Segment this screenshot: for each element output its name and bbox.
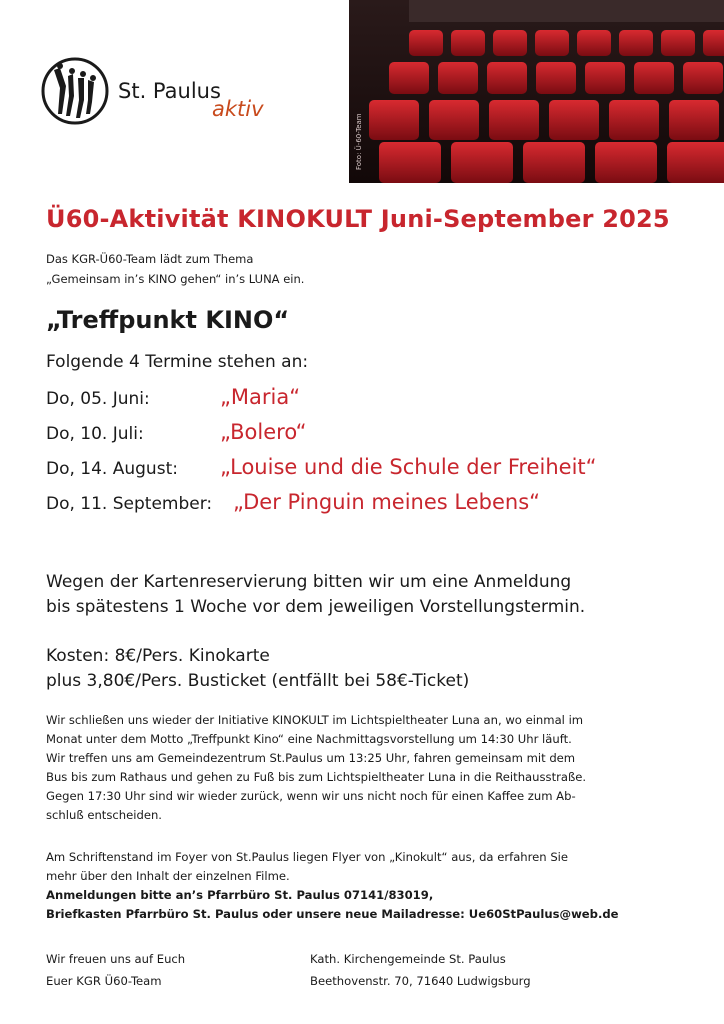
screening-film: „Maria“ <box>220 385 301 409</box>
cinema-seat <box>429 100 479 140</box>
description-line: Monat unter dem Motto „Treffpunkt Kino“ eine Nachmittagsvorstellung um 14:30 Uhr läuft. <box>46 732 572 746</box>
footer-team: Euer KGR Ü60-Team <box>46 974 162 988</box>
cinema-seat <box>595 142 657 183</box>
cinema-seat <box>389 62 429 94</box>
footer-address: Beethovenstr. 70, 71640 Ludwigsburg <box>310 974 531 988</box>
cinema-seat <box>536 62 576 94</box>
intro-line-1: Das KGR-Ü60-Team lädt zum Thema <box>46 252 254 266</box>
flyer-line-2: mehr über den Inhalt der einzelnen Filme. <box>46 869 290 883</box>
cinema-seat <box>661 30 695 56</box>
cinema-seat <box>487 62 527 94</box>
cinema-seat <box>535 30 569 56</box>
screening-film: „Louise und die Schule der Freiheit“ <box>220 455 597 479</box>
cinema-seat <box>667 142 724 183</box>
dates-intro: Folgende 4 Termine stehen an: <box>46 352 309 372</box>
screening-date: Do, 14. August: <box>46 459 178 479</box>
description-line: Wir schließen uns wieder der Initiative KINOKULT im Lichtspieltheater Luna an, wo einmal im <box>46 713 584 727</box>
cinema-seat <box>493 30 527 56</box>
cinema-seat <box>703 30 724 56</box>
cinema-seat <box>438 62 478 94</box>
cinema-seat <box>451 142 513 183</box>
cinema-seat <box>369 100 419 140</box>
logo-mark-icon <box>40 56 110 126</box>
screening-film: „Der Pinguin meines Lebens“ <box>233 490 541 514</box>
cinema-seat <box>409 30 443 56</box>
reservation-line-1: Wegen der Kartenreservierung bitten wir um eine Anmeldung <box>46 572 572 592</box>
flyer-line-1: Am Schriftenstand im Foyer von St.Paulus liegen Flyer von „Kinokult“ aus, da erfahren Sie <box>46 850 569 864</box>
cinema-seat <box>609 100 659 140</box>
logo-accent: aktiv <box>212 97 264 121</box>
cinema-seat <box>379 142 441 183</box>
registration-line-1: Anmeldungen bitte an’s Pfarrbüro St. Paulus 07141/83019, <box>46 888 434 902</box>
event-subtitle: „Treffpunkt KINO“ <box>46 306 290 334</box>
cinema-seat <box>489 100 539 140</box>
screening-date: Do, 05. Juni: <box>46 389 150 409</box>
cinema-seat <box>669 100 719 140</box>
costs-line-2: plus 3,80€/Pers. Busticket (entfällt bei 58€-Ticket) <box>46 671 470 691</box>
screening-date: Do, 11. September: <box>46 494 213 514</box>
screening-film: „Bolero“ <box>220 420 307 444</box>
intro-line-2: „Gemeinsam in’s KINO gehen“ in’s LUNA ein. <box>46 272 305 286</box>
registration-line-2: Briefkasten Pfarrbüro St. Paulus oder unsere neue Mailadresse: Ue60StPaulus@web.de <box>46 907 619 921</box>
logo-name: St. Paulus <box>118 79 221 103</box>
reservation-line-2: bis spätestens 1 Woche vor dem jeweiligen Vorstellungstermin. <box>46 597 586 617</box>
description-line: Gegen 17:30 Uhr sind wir wieder zurück, wenn wir uns nicht noch für einen Kaffee zum Ab- <box>46 789 576 803</box>
cinema-seat <box>683 62 723 94</box>
cinema-seat <box>523 142 585 183</box>
cinema-seat <box>577 30 611 56</box>
description-line: Wir treffen uns am Gemeindezentrum St.Paulus um 13:25 Uhr, fahren gemeinsam mit dem <box>46 751 576 765</box>
cinema-seat <box>619 30 653 56</box>
costs-line-1: Kosten: 8€/Pers. Kinokarte <box>46 646 270 666</box>
footer-parish: Kath. Kirchengemeinde St. Paulus <box>310 952 506 966</box>
description-line: schluß entscheiden. <box>46 808 162 822</box>
description-line: Bus bis zum Rathaus und gehen zu Fuß bis zum Lichtspieltheater Luna in die Reithausstraße. <box>46 770 587 784</box>
cinema-seat <box>451 30 485 56</box>
page-title: Ü60-Aktivität KINOKULT Juni-September 2025 <box>46 205 670 233</box>
photo-credit: Foto: Ü-60-Team <box>355 113 363 170</box>
screening-date: Do, 10. Juli: <box>46 424 144 444</box>
cinema-seat <box>634 62 674 94</box>
footer-greeting: Wir freuen uns auf Euch <box>46 952 186 966</box>
cinema-seat <box>585 62 625 94</box>
cinema-seat <box>549 100 599 140</box>
cinema-seats-photo <box>349 0 724 183</box>
